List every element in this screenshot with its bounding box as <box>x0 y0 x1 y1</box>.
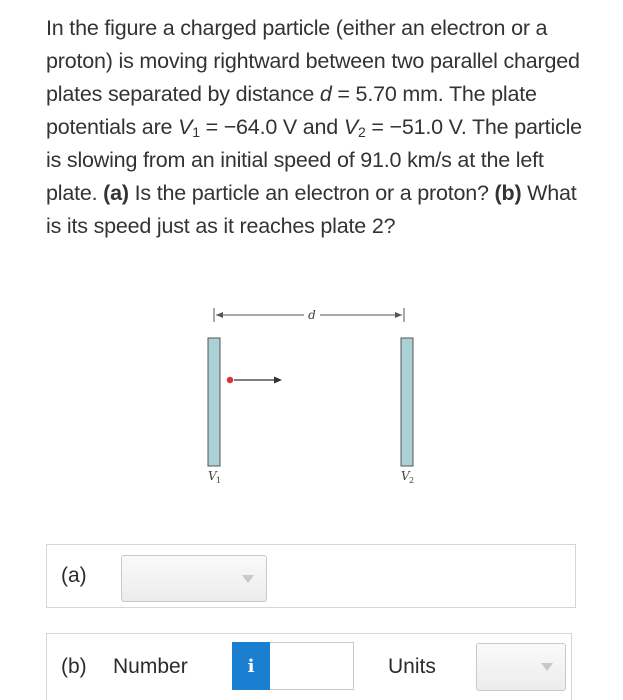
question-text <box>46 12 591 243</box>
number-label: Number <box>113 655 188 678</box>
plates-figure <box>190 296 440 496</box>
question-text-part: = −51.0 V. The particle is slowing from an initial speed of 91.0 km/s at the left plate. <box>46 115 582 205</box>
part-b-marker: (b) <box>494 181 522 205</box>
dimension-arrow-left <box>216 312 223 318</box>
particle-type-select[interactable] <box>121 555 267 602</box>
velocity-arrowhead <box>274 377 282 384</box>
plate-1-label: V <box>208 469 217 483</box>
plate-2 <box>401 338 413 466</box>
question-text-part: = −64.0 V and <box>199 115 344 139</box>
units-select[interactable] <box>476 643 566 691</box>
speed-number-input[interactable] <box>270 642 354 690</box>
particle <box>227 377 233 383</box>
plate-1 <box>208 338 220 466</box>
question-text-part: Is the particle an electron or a proton? <box>128 181 495 205</box>
v1-symbol: V <box>178 115 193 139</box>
plate-2-subscript: 2 <box>409 476 415 485</box>
part-a-label: (a) <box>61 564 87 587</box>
part-a-panel <box>46 544 576 608</box>
question-text-part: = 5.70 mm. The plate potentials are <box>46 82 537 139</box>
dimension-arrow-right <box>395 312 402 318</box>
plate-1-subscript: 1 <box>216 476 222 485</box>
part-a-marker: (a) <box>103 181 129 205</box>
units-label: Units <box>388 655 436 678</box>
plate-2-label: V <box>401 469 410 483</box>
info-icon[interactable]: i <box>232 642 270 690</box>
chevron-down-icon <box>541 663 553 671</box>
distance-label: d <box>308 308 316 322</box>
question-text-part: In the figure a charged particle (either an electron or a proton) is moving rightward between two parallel charged plates separated by distance <box>46 16 580 106</box>
distance-symbol: d <box>319 82 332 106</box>
v2-subscript: 2 <box>357 124 366 140</box>
chevron-down-icon <box>242 575 254 583</box>
question-text-part: What is its speed just as it reaches plate 2? <box>46 181 577 238</box>
v2-symbol: V <box>343 115 358 139</box>
v1-subscript: 1 <box>192 124 200 140</box>
part-b-label: (b) <box>61 655 87 678</box>
